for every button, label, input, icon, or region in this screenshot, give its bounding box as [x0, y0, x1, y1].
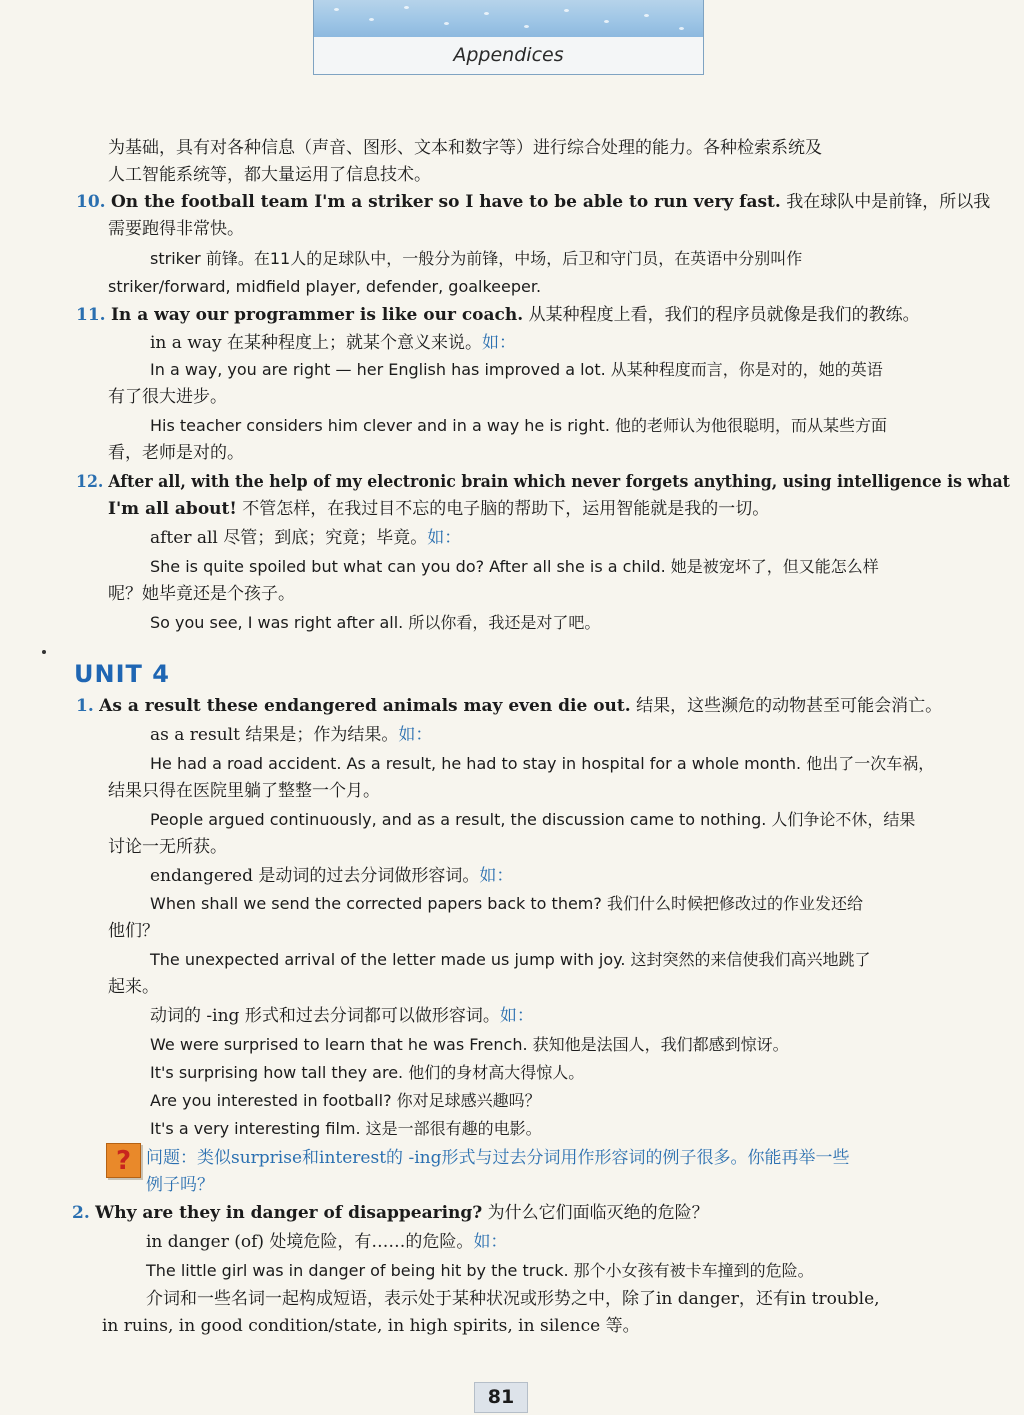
- text-line: 介词和一些名词一起构成短语，表示处于某种状况或形势之中，除了in danger，还有in trouble,: [146, 1289, 880, 1309]
- example-marker: 如：: [427, 528, 462, 548]
- sentence: As a result these endangered animals may even die out.: [99, 696, 631, 716]
- item-2: [72, 1201, 709, 1225]
- text-line: We were surprised to learn that he was French. 获知他是法国人，我们都感到惊讶。: [150, 1035, 789, 1054]
- item-12-cont: [108, 497, 769, 521]
- item-number: 12.: [76, 472, 104, 492]
- text-line: It's surprising how tall they are. 他们的身材高大得惊人。: [150, 1063, 585, 1082]
- phrase: as a result 结果是；作为结果。: [150, 725, 399, 745]
- header-title: Appendices: [453, 44, 564, 66]
- text-line: It's a very interesting film. 这是一部很有趣的电影。: [150, 1119, 542, 1138]
- item-number: 11.: [76, 305, 106, 325]
- item-number: 2.: [72, 1203, 90, 1223]
- text-line: The little girl was in danger of being hit by the truck. 那个小女孩有被卡车撞到的危险。: [146, 1261, 814, 1280]
- translation: 我在球队中是前锋，所以我: [786, 192, 991, 212]
- question-text: 例子吗？: [146, 1175, 214, 1195]
- phrase: in a way 在某种程度上；就某个意义来说。: [150, 333, 483, 353]
- example-marker: 如：: [473, 1232, 508, 1252]
- item-number: 10.: [76, 192, 106, 212]
- question-mark-icon: ?: [106, 1143, 141, 1178]
- text-line: 需要跑得非常快。: [108, 219, 244, 239]
- translation: 不管怎样，在我过目不忘的电子脑的帮助下，运用智能就是我的一切。: [242, 499, 770, 519]
- sentence: In a way our programmer is like our coach.: [110, 305, 524, 325]
- text-line: 讨论一无所获。: [108, 837, 227, 857]
- text-line: 为基础，具有对各种信息（声音、图形、文本和数字等）进行综合处理的能力。各种检索系统及: [108, 138, 822, 158]
- phrase-line: [146, 1230, 507, 1254]
- text-line: People argued continuously, and as a result, the discussion came to nothing. 人们争论不休，结果: [150, 810, 916, 829]
- text-line: His teacher considers him clever and in a way he is right. 他的老师认为他很聪明，而从某些方面: [150, 416, 887, 435]
- phrase-line: [150, 1004, 534, 1028]
- sentence: On the football team I'm a striker so I have to be able to run very fast.: [110, 192, 781, 212]
- margin-dot: [42, 650, 46, 654]
- phrase-line: [150, 864, 513, 888]
- example-marker: 如：: [482, 333, 517, 353]
- item-10: [76, 190, 990, 214]
- example-marker: 如：: [398, 725, 433, 745]
- text-line: She is quite spoiled but what can you do? After all she is a child. 她是被宠坏了，但又能怎么样: [150, 557, 879, 576]
- phrase-line: [150, 331, 516, 355]
- item-number: 1.: [76, 696, 94, 716]
- text-line: 呢？她毕竟还是个孩子。: [108, 584, 295, 604]
- item-11: [76, 303, 920, 327]
- text-line: He had a road accident. As a result, he had to stay in hospital for a whole month. 他出了一次车祸，: [150, 754, 935, 773]
- text-line: in ruins, in good condition/state, in high spirits, in silence 等。: [102, 1316, 640, 1336]
- example-marker: 如：: [499, 1006, 534, 1026]
- phrase: endangered 是动词的过去分词做形容词。: [150, 866, 480, 886]
- text-line: 结果只得在医院里躺了整整一个月。: [108, 781, 380, 801]
- item-1: [76, 694, 942, 718]
- text-line: 看，老师是对的。: [108, 443, 244, 463]
- translation: 从某种程度上看，我们的程序员就像是我们的教练。: [528, 305, 920, 325]
- text-line: 起来。: [108, 977, 159, 997]
- phrase-line: [150, 723, 432, 747]
- phrase: in danger (of) 处境危险，有……的危险。: [146, 1232, 474, 1252]
- sentence: I'm all about!: [108, 499, 237, 519]
- question-text: 问题：类似surprise和interest的 -ing形式与过去分词用作形容词的例子很多。你能再举一些: [146, 1148, 850, 1168]
- sentence: Why are they in danger of disappearing?: [95, 1203, 483, 1223]
- text-line: In a way, you are right — her English has improved a lot. 从某种程度而言，你是对的，她的英语: [150, 360, 883, 379]
- phrase: 动词的 -ing 形式和过去分词都可以做形容词。: [150, 1006, 500, 1026]
- text-line: Are you interested in football? 你对足球感兴趣吗？: [150, 1091, 541, 1110]
- item-12: [76, 470, 1010, 494]
- sentence: After all, with the help of my electronic brain which never forgets anything, using intelligence is what: [108, 472, 1010, 492]
- text-line: 人工智能系统等，都大量运用了信息技术。: [108, 165, 431, 185]
- text-line: 有了很大进步。: [108, 387, 227, 407]
- text-line: striker/forward, midfield player, defender, goalkeeper.: [108, 277, 542, 296]
- translation: 结果，这些濒危的动物甚至可能会消亡。: [636, 696, 943, 716]
- unit-heading: UNIT 4: [74, 660, 170, 688]
- example-marker: 如：: [479, 866, 514, 886]
- page-number: 81: [474, 1382, 528, 1413]
- phrase-line: [150, 526, 461, 550]
- text-line: When shall we send the corrected papers back to them? 我们什么时候把修改过的作业发还给: [150, 894, 863, 913]
- phrase: after all 尽管；到底；究竟；毕竟。: [150, 528, 428, 548]
- text-line: So you see, I was right after all. 所以你看，我还是对了吧。: [150, 613, 601, 632]
- text-line: striker 前锋。在11人的足球队中，一般分为前锋，中场，后卫和守门员，在英语中分别叫作: [150, 249, 803, 268]
- translation: 为什么它们面临灭绝的危险？: [487, 1203, 709, 1223]
- text-line: 他们？: [108, 921, 159, 941]
- text-line: The unexpected arrival of the letter made us jump with joy. 这封突然的来信使我们高兴地跳了: [150, 950, 871, 969]
